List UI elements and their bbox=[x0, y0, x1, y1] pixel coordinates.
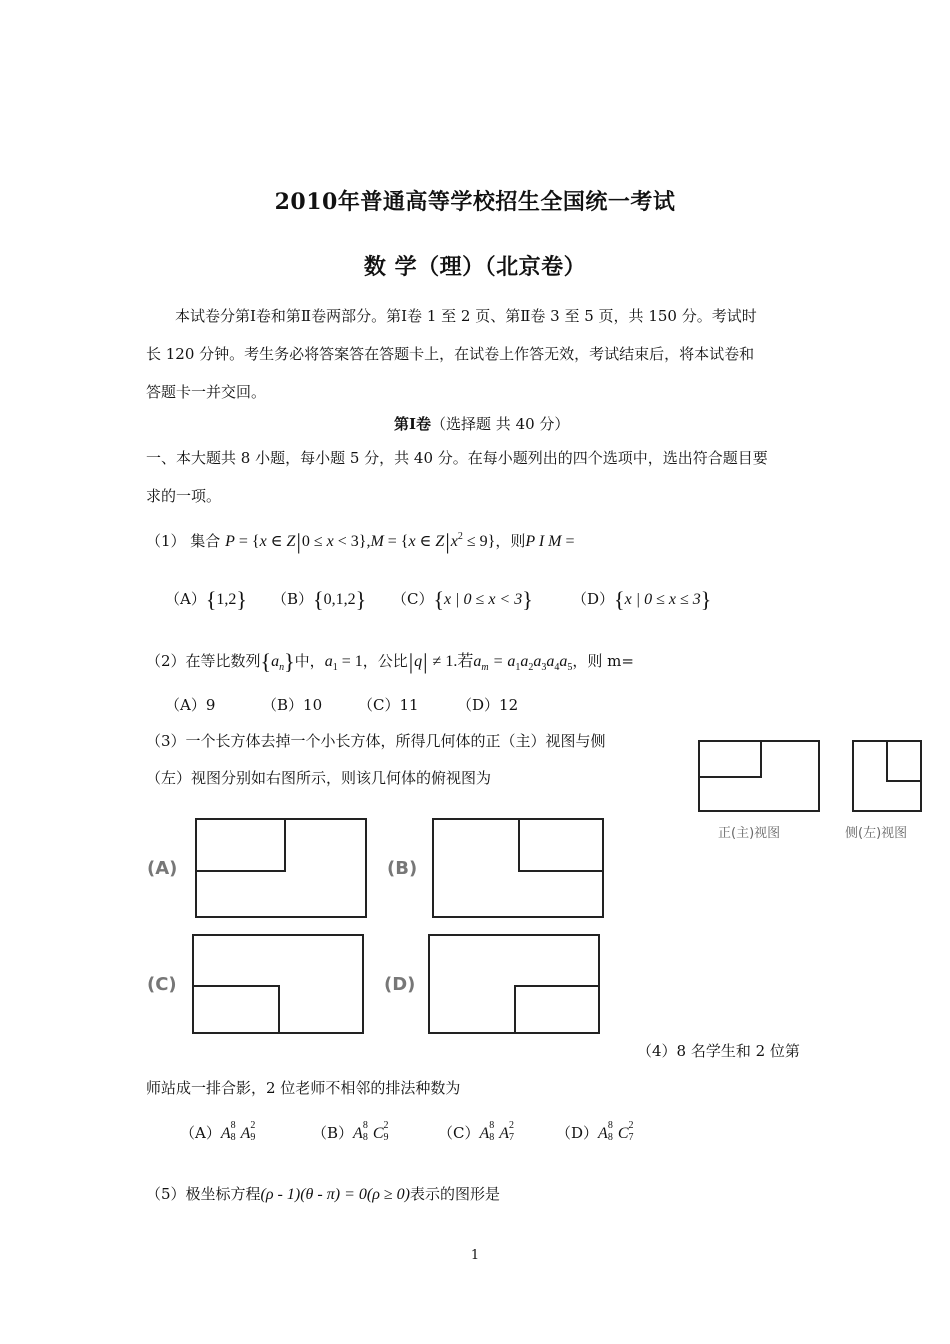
part1-instructions-1: 一、本大题共 8 小题，每小题 5 分，共 40 分。在每小题列出的四个选项中，选出符合题目要 bbox=[146, 449, 768, 467]
q4-c-f2-indices bbox=[509, 1120, 519, 1143]
q2-mid: 中， bbox=[294, 652, 325, 670]
brace-open: { bbox=[313, 587, 324, 612]
q4-b-f2-sub: 9 bbox=[383, 1132, 389, 1143]
q1-tail: = bbox=[561, 533, 575, 550]
q1-option-c-label: （C） bbox=[392, 590, 434, 608]
q1-option-b[interactable] bbox=[272, 587, 367, 612]
q2-then: ，则 m= bbox=[572, 652, 634, 670]
q1-square: 2 bbox=[457, 531, 463, 542]
q1-then: ，则 bbox=[495, 532, 526, 550]
q3-label-b[interactable]: (B) bbox=[387, 858, 418, 879]
abs-bar: | bbox=[408, 649, 414, 674]
q3-option-d-cutout bbox=[514, 985, 600, 1034]
q1-in2: ∈ bbox=[415, 533, 436, 550]
q3-option-d-diagram[interactable] bbox=[428, 934, 600, 1034]
q4-b-f2: C bbox=[372, 1125, 384, 1142]
q4-a-f1: A bbox=[220, 1125, 231, 1142]
q3-label-a[interactable]: (A) bbox=[147, 858, 178, 879]
side-view-cutout bbox=[886, 740, 922, 782]
question-1 bbox=[146, 529, 575, 554]
side-view-caption: 侧(左)视图 bbox=[845, 826, 908, 841]
q4-d-f1-indices bbox=[607, 1120, 618, 1143]
brace-close: } bbox=[355, 587, 367, 612]
q2-a1-sub: 1 bbox=[332, 662, 338, 673]
q2-a: a bbox=[520, 653, 529, 670]
part1-instructions-2: 求的一项。 bbox=[146, 487, 222, 505]
q2-a1: a bbox=[324, 653, 333, 670]
q4-c-f2: A bbox=[499, 1125, 510, 1142]
q2-option-d[interactable]: （D）12 bbox=[457, 696, 519, 714]
part1-heading bbox=[394, 413, 569, 434]
q4-d-f1-sub: 8 bbox=[607, 1132, 613, 1143]
q4-option-a-label: （A） bbox=[180, 1124, 221, 1142]
q4-b-f1-indices bbox=[362, 1120, 373, 1143]
brace-open: { bbox=[614, 587, 625, 612]
q4-d-f1: A bbox=[598, 1125, 608, 1142]
exam-subtitle: 数 学（理）（北京卷） bbox=[363, 254, 587, 280]
question-5 bbox=[146, 1183, 500, 1204]
intro-line-3: 答题卡一并交回。 bbox=[146, 383, 267, 401]
q2-option-a[interactable]: （A）9 bbox=[165, 696, 216, 714]
q1-bar2: | bbox=[445, 529, 450, 554]
q1-option-a-text: 1,2 bbox=[216, 591, 237, 608]
q2-q: q bbox=[414, 653, 423, 670]
q1-z: Z bbox=[286, 533, 296, 550]
q1-eq: = { bbox=[234, 533, 260, 550]
intro-line-2: 长 120 分钟。考生务必将答案答在答题卡上，在试卷上作答无效，考试结束后，将本试卷和 bbox=[146, 345, 755, 363]
q4-c-f2-sub: 7 bbox=[509, 1132, 515, 1143]
q1-option-a[interactable] bbox=[165, 587, 247, 612]
brace-close: } bbox=[522, 587, 533, 612]
q1-option-c[interactable] bbox=[392, 587, 533, 612]
q3-line-1: （3）一个长方体去掉一个小长方体，所得几何体的正（主）视图与侧 bbox=[146, 732, 606, 750]
q1-prefix: （1） 集合 bbox=[146, 532, 221, 550]
q4-a-f1-sub: 8 bbox=[230, 1132, 236, 1143]
front-view-cutout bbox=[698, 740, 762, 778]
q4-line-1: （4）8 名学生和 2 位第 bbox=[637, 1042, 800, 1060]
abs-bar: | bbox=[423, 649, 428, 674]
q5-tail: 表示的图形是 bbox=[409, 1185, 500, 1203]
question-2 bbox=[146, 648, 634, 673]
q2-ratio: ，公比 bbox=[362, 652, 408, 670]
q5-prefix: （5）极坐标方程 bbox=[146, 1185, 261, 1203]
q1-option-d[interactable] bbox=[572, 587, 712, 612]
front-view-diagram bbox=[698, 740, 820, 812]
q2-p5: 5 bbox=[567, 662, 573, 673]
q1-x2: x bbox=[326, 533, 334, 550]
q4-b-f2-sup: 2 bbox=[383, 1120, 389, 1131]
brace-close: } bbox=[700, 587, 712, 612]
q2-option-b[interactable]: （B）10 bbox=[262, 696, 323, 714]
exam-title: 2010年普通高等学校招生全国统一考试 bbox=[274, 189, 676, 215]
q4-d-f2-sup: 2 bbox=[628, 1120, 634, 1131]
q2-an-sub: n bbox=[279, 662, 285, 673]
q5-equation: (ρ - 1)(θ - π) = 0(ρ ≥ 0) bbox=[260, 1186, 410, 1203]
q4-d-f2-sub: 7 bbox=[628, 1132, 634, 1143]
q1-cond1b: < 3}, bbox=[333, 533, 371, 550]
q2-an: a bbox=[271, 653, 280, 670]
q4-d-f2: C bbox=[617, 1125, 629, 1142]
q4-option-c[interactable] bbox=[438, 1122, 519, 1143]
q4-c-f2-sup: 2 bbox=[509, 1120, 515, 1131]
q4-option-d[interactable] bbox=[556, 1122, 638, 1143]
q1-bar: | bbox=[296, 529, 301, 554]
q3-line-2: （左）视图分别如右图所示，则该几何体的俯视图为 bbox=[146, 769, 492, 787]
q1-option-c-text: x | 0 ≤ x < 3 bbox=[444, 591, 523, 608]
part1-heading-bold: 第Ⅰ卷 bbox=[394, 415, 432, 433]
q4-a-f2-sup: 2 bbox=[250, 1120, 256, 1131]
q4-option-d-label: （D） bbox=[556, 1124, 599, 1142]
q1-in: ∈ bbox=[266, 533, 287, 550]
q3-option-a-cutout bbox=[195, 818, 286, 872]
q4-option-c-label: （C） bbox=[438, 1124, 480, 1142]
q2-p3: 3 bbox=[541, 662, 547, 673]
q4-b-f1-sub: 8 bbox=[362, 1132, 368, 1143]
q1-option-d-text: x | 0 ≤ x ≤ 3 bbox=[624, 591, 701, 608]
q2-a: a bbox=[546, 653, 555, 670]
q4-a-f1-sup: 8 bbox=[230, 1120, 236, 1131]
q4-d-f2-indices bbox=[628, 1120, 638, 1143]
q2-p4: 4 bbox=[554, 662, 560, 673]
q4-option-b[interactable] bbox=[312, 1122, 393, 1143]
q1-option-a-label: （A） bbox=[165, 590, 206, 608]
q3-label-c[interactable]: (C) bbox=[147, 974, 177, 995]
q4-d-f1-sup: 8 bbox=[607, 1120, 613, 1131]
brace-open: { bbox=[433, 587, 445, 612]
q1-eq2: = { bbox=[383, 533, 409, 550]
part1-heading-rest: （选择题 共 40 分） bbox=[431, 415, 570, 433]
q4-b-f1: A bbox=[353, 1125, 363, 1142]
q3-label-d[interactable]: (D) bbox=[384, 974, 416, 995]
q3-option-c-cutout bbox=[192, 985, 280, 1034]
page-number: 1 bbox=[470, 1248, 480, 1263]
q4-b-f2-indices bbox=[383, 1120, 393, 1143]
q2-ratio-tail: ≠ 1.若 bbox=[428, 653, 474, 670]
q2-prod: = a bbox=[488, 653, 516, 670]
q4-a-f2-indices bbox=[250, 1120, 260, 1143]
q4-a-f2-sub: 9 bbox=[250, 1132, 256, 1143]
q4-c-f1-indices bbox=[489, 1120, 499, 1143]
q2-prefix: （2）在等比数列 bbox=[146, 652, 261, 670]
q2-a: a bbox=[533, 653, 542, 670]
q1-set-m: M bbox=[370, 533, 384, 550]
q4-a-f2: A bbox=[240, 1125, 251, 1142]
q1-x3: x bbox=[408, 533, 416, 550]
q2-p1: 1 bbox=[515, 662, 521, 673]
q1-intersection: P Ι M bbox=[525, 533, 562, 550]
q2-a: a bbox=[559, 653, 568, 670]
brace-open: { bbox=[260, 649, 272, 674]
brace-open: { bbox=[205, 587, 217, 612]
brace-close: } bbox=[284, 649, 295, 674]
intro-line-1: 本试卷分第Ⅰ卷和第Ⅱ卷两部分。第Ⅰ卷 1 至 2 页、第Ⅱ卷 3 至 5 页，共 150 分。考试时 bbox=[175, 307, 757, 325]
q4-c-f1-sub: 8 bbox=[489, 1132, 495, 1143]
side-view-diagram bbox=[852, 740, 922, 812]
q1-x4: x bbox=[450, 533, 458, 550]
q1-option-b-label: （B） bbox=[272, 590, 314, 608]
q1-cond2b: ≤ 9} bbox=[462, 533, 496, 550]
q4-b-f1-sup: 8 bbox=[362, 1120, 368, 1131]
q3-option-c-diagram[interactable] bbox=[192, 934, 364, 1034]
q2-am-sub: m bbox=[481, 662, 489, 673]
q3-option-b-diagram[interactable] bbox=[432, 818, 604, 918]
brace-close: } bbox=[236, 587, 247, 612]
q1-option-b-text: 0,1,2 bbox=[323, 591, 356, 608]
q2-option-c[interactable]: （C）11 bbox=[358, 696, 419, 714]
q4-line-2: 师站成一排合影，2 位老师不相邻的排法种数为 bbox=[146, 1079, 461, 1097]
q4-option-b-label: （B） bbox=[312, 1124, 354, 1142]
q4-c-f1-sup: 8 bbox=[489, 1120, 495, 1131]
q4-c-f1: A bbox=[479, 1125, 490, 1142]
q4-a-f1-indices bbox=[230, 1120, 241, 1143]
q1-x: x bbox=[259, 533, 267, 550]
q1-set-p: P bbox=[225, 533, 235, 550]
q2-p2: 2 bbox=[528, 662, 534, 673]
q3-option-b-cutout bbox=[518, 818, 604, 872]
q4-option-a[interactable] bbox=[180, 1122, 260, 1143]
front-view-caption: 正(主)视图 bbox=[718, 826, 781, 841]
q3-option-a-diagram[interactable] bbox=[195, 818, 367, 918]
q2-a1-eq: = 1 bbox=[337, 653, 363, 670]
q1-cond1: 0 ≤ bbox=[301, 533, 327, 550]
q1-z2: Z bbox=[435, 533, 445, 550]
q1-option-d-label: （D） bbox=[572, 590, 615, 608]
q2-am: a bbox=[473, 653, 482, 670]
